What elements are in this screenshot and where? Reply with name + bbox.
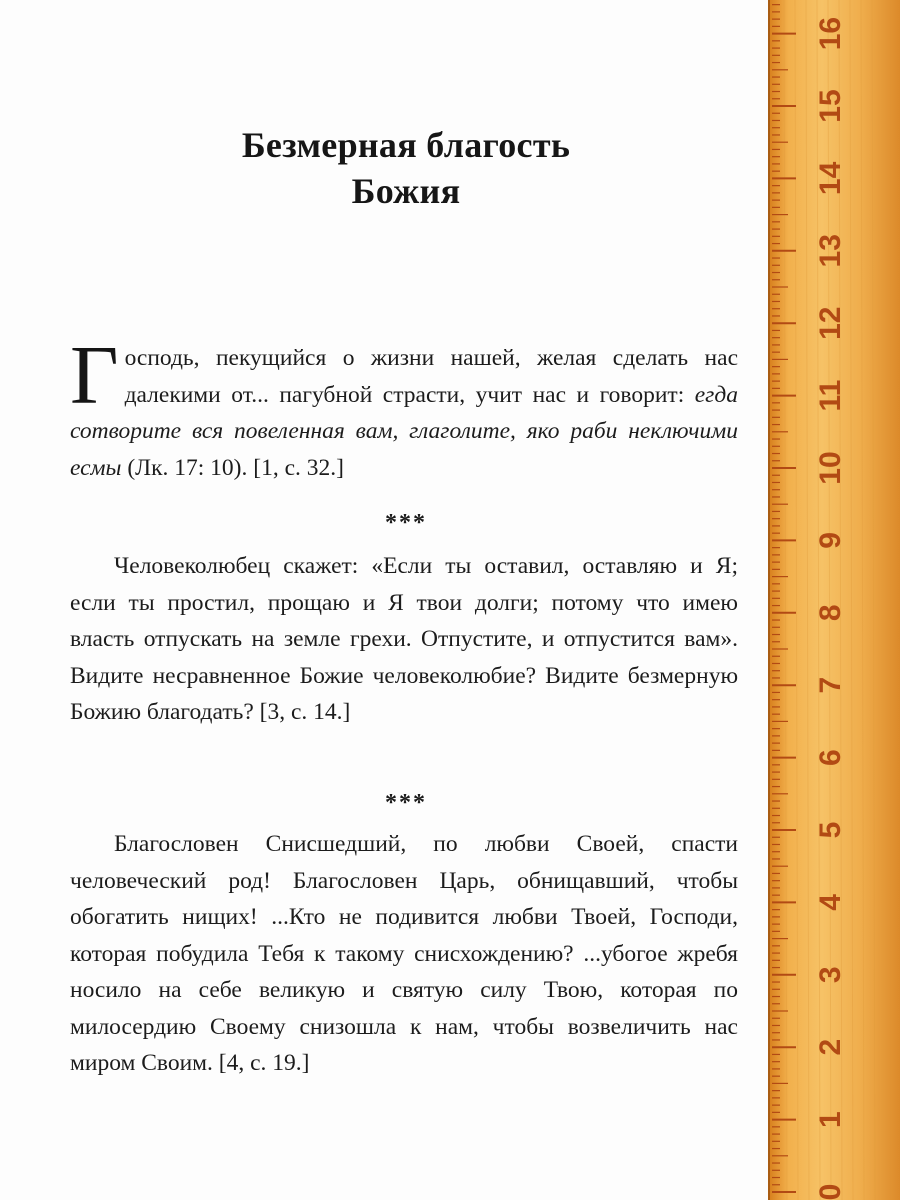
ruler-number: 0 <box>813 1183 847 1200</box>
ruler-number: 11 <box>813 379 847 412</box>
ruler-number: 9 <box>813 532 847 549</box>
page-title <box>0 122 812 214</box>
scripture-quote: егда сотворите вся повеленная вам, глаголите, яко раби неключими есмы <box>70 381 738 481</box>
wooden-ruler <box>768 0 900 1200</box>
scripture-reference: (Лк. 17: 10). [1, с. 32.] <box>121 454 344 481</box>
ruler-number: 3 <box>813 966 847 984</box>
ruler-number: 8 <box>813 604 847 622</box>
wood-grain <box>861 0 864 1200</box>
paragraph-1 <box>70 329 738 486</box>
ruler-number: 6 <box>813 749 847 766</box>
ruler-scale <box>770 0 900 1200</box>
paragraph-2: Человеколюбец скажет: «Если ты оставил, оставляю и Я; если ты простил, прощаю и Я твои долги; потому что имею власть отпускать на земле грехи. Отпустите, и отпустится вам». Видите несравненное Божие человеколюбие? Видите безмерную Божию благодать? [3, с. 14.] <box>70 553 738 725</box>
ruler-number: 5 <box>813 821 847 839</box>
ruler-number: 16 <box>813 16 847 51</box>
section-separator-1: *** <box>385 510 427 536</box>
section-separator-2: *** <box>385 790 427 816</box>
wood-grain <box>795 0 798 1200</box>
wood-grain <box>784 0 787 1200</box>
ruler-number: 12 <box>813 306 847 340</box>
drop-cap: Г <box>70 329 119 422</box>
ruler-number: 10 <box>813 451 847 485</box>
ruler-number: 14 <box>813 161 847 196</box>
paragraph-1-text: осподь, пекущийся о жизни нашей, желая сделать нас далекими от... пагубной страсти, учит нас и говорит: <box>124 345 738 408</box>
title-line-1: Безмерная благость <box>241 125 571 165</box>
ruler-number: 15 <box>813 89 847 123</box>
wood-grain <box>850 0 853 1200</box>
ruler-number: 7 <box>813 676 847 694</box>
title-line-2: Божия <box>351 171 461 211</box>
ruler-number: 2 <box>813 1038 847 1056</box>
wood-grain <box>872 0 875 1200</box>
wood-grain <box>806 0 809 1200</box>
ruler-number: 4 <box>813 894 847 911</box>
ruler-number: 13 <box>813 234 847 268</box>
ruler-number: 1 <box>813 1111 847 1128</box>
paragraph-3: Благословен Снисшедший, по любви Своей, спасти человеческий род! Благословен Царь, обнищавший, чтобы обогатить нищих! ...Кто не подивится любви Твоей, Господи, которая побудила Тебя к такому снисхождению? ...убогое жребя носило на себе великую и святую силу Твою, которая по милосердию Своему снизошла к нам, чтобы возвеличить нас миром Своим. [4, с. 19.] <box>70 831 738 1076</box>
